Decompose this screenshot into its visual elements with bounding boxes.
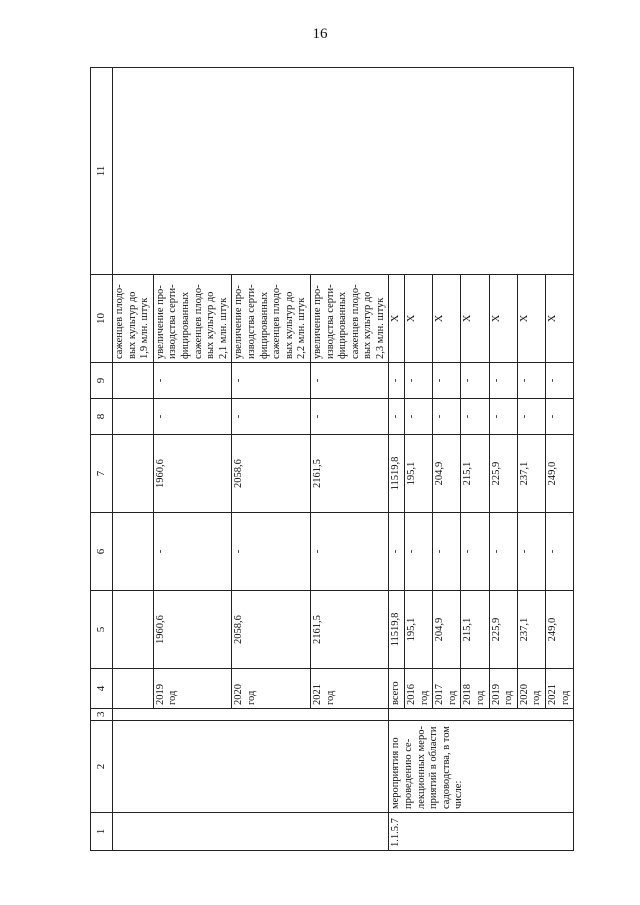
col-header-6: 6 <box>91 513 113 591</box>
col-header-8: 8 <box>91 399 113 435</box>
cell-col7 <box>113 435 154 513</box>
cell-col5: 237,1 <box>517 591 545 669</box>
cell-year: 2020 год <box>517 669 545 709</box>
cell-result: Х <box>405 275 433 363</box>
cell-year: 2020 год <box>232 669 311 709</box>
cell-col6: - <box>232 513 311 591</box>
rotated-table-container <box>90 68 571 851</box>
cell-col6: - <box>310 513 389 591</box>
cell-col9: - <box>433 363 461 399</box>
cell-col7: 215,1 <box>461 435 489 513</box>
cell-col5: 2058,6 <box>232 591 311 669</box>
cell-year: всего <box>389 669 405 709</box>
cell-col6: - <box>489 513 517 591</box>
cell-col6: - <box>461 513 489 591</box>
cell-col5: 1960,6 <box>153 591 232 669</box>
cell-col6: - <box>389 513 405 591</box>
table-row <box>113 68 154 851</box>
cell-year: 2021 год <box>310 669 389 709</box>
cell-col5: 215,1 <box>461 591 489 669</box>
cell-col5: 2161,5 <box>310 591 389 669</box>
cell-col6: - <box>405 513 433 591</box>
cell-year <box>113 669 154 709</box>
cell-col7: 11519,8 <box>389 435 405 513</box>
cell-col5: 225,9 <box>489 591 517 669</box>
cell-col7: 237,1 <box>517 435 545 513</box>
cell-result: увеличение про-изводства серти-фицированных саженцев плодо-вых культур до 2,2 млн. штук <box>232 275 311 363</box>
cell-col9: - <box>546 363 574 399</box>
cell-col7: 2161,5 <box>310 435 389 513</box>
cell-col8: - <box>517 399 545 435</box>
cell-result: Х <box>461 275 489 363</box>
activity-name: мероприятия по проведению се-лекционных меро-приятий в области садоводства, в том числе: <box>389 721 574 813</box>
cell-name-empty <box>113 721 389 813</box>
cell-year: 2017 год <box>433 669 461 709</box>
col-header-9: 9 <box>91 363 113 399</box>
activity-code: 1.1.5.7 <box>389 813 574 851</box>
cell-col7: 2058,6 <box>232 435 311 513</box>
cell-year: 2021 год <box>546 669 574 709</box>
cell-col9: - <box>153 363 232 399</box>
cell-col8: - <box>310 399 389 435</box>
cell-result: увеличение про-изводства серти-фицированных саженцев плодо-вых культур до 2,1 млн. штук <box>153 275 232 363</box>
cell-year: 2019 год <box>489 669 517 709</box>
cell-col9: - <box>489 363 517 399</box>
cell-col9: - <box>405 363 433 399</box>
cell-col9 <box>113 363 154 399</box>
col-header-10: 10 <box>91 275 113 363</box>
col-header-5: 5 <box>91 591 113 669</box>
cell-col5: 11519,8 <box>389 591 405 669</box>
cell-col9: - <box>461 363 489 399</box>
cell-result: Х <box>517 275 545 363</box>
cell-col7: 249,0 <box>546 435 574 513</box>
cell-col7: 1960,6 <box>153 435 232 513</box>
cell-col6: - <box>433 513 461 591</box>
cell-col8: - <box>461 399 489 435</box>
cell-col7: 195,1 <box>405 435 433 513</box>
cell-col5: 204,9 <box>433 591 461 669</box>
cell-col8: - <box>489 399 517 435</box>
cell-result: увеличение про-изводства серти-фицированных саженцев плодо-вых культур до 2,3 млн. штук <box>310 275 389 363</box>
col-header-4: 4 <box>91 669 113 709</box>
cell-year: 2019 год <box>153 669 232 709</box>
cell-result: Х <box>546 275 574 363</box>
cell-col9: - <box>232 363 311 399</box>
cell-col8: - <box>405 399 433 435</box>
col-header-11: 11 <box>91 68 113 275</box>
page-number: 16 <box>312 26 328 42</box>
cell-col9: - <box>517 363 545 399</box>
cell-col6: - <box>517 513 545 591</box>
cell-year: 2018 год <box>461 669 489 709</box>
col-header-1: 1 <box>91 813 113 851</box>
cell-result: Х <box>433 275 461 363</box>
cell-result: Х <box>389 275 405 363</box>
cell-col9: - <box>310 363 389 399</box>
cell-col5 <box>113 591 154 669</box>
cell-code-empty <box>113 813 389 851</box>
program-table <box>90 67 574 851</box>
cell-result: Х <box>489 275 517 363</box>
cell-col8 <box>113 399 154 435</box>
cell-col7: 204,9 <box>433 435 461 513</box>
cell-col6: - <box>153 513 232 591</box>
cell-col3-empty <box>113 709 389 721</box>
cell-col8: - <box>389 399 405 435</box>
cell-col8: - <box>232 399 311 435</box>
cell-col9: - <box>389 363 405 399</box>
col-header-3: 3 <box>91 709 113 721</box>
header-row <box>91 68 113 851</box>
col-header-2: 2 <box>91 721 113 813</box>
cell-col6 <box>113 513 154 591</box>
cell-col6: - <box>546 513 574 591</box>
cell-col11-empty <box>113 68 574 275</box>
cell-year: 2016 год <box>405 669 433 709</box>
cell-col5: 195,1 <box>405 591 433 669</box>
cell-col8: - <box>546 399 574 435</box>
cell-result: саженцев плодо-вых культур до 1,9 млн. штук <box>113 275 154 363</box>
cell-col5: 249,0 <box>546 591 574 669</box>
cell-col8: - <box>153 399 232 435</box>
cell-col7: 225,9 <box>489 435 517 513</box>
cell-col3-empty <box>389 709 574 721</box>
cell-col8: - <box>433 399 461 435</box>
col-header-7: 7 <box>91 435 113 513</box>
